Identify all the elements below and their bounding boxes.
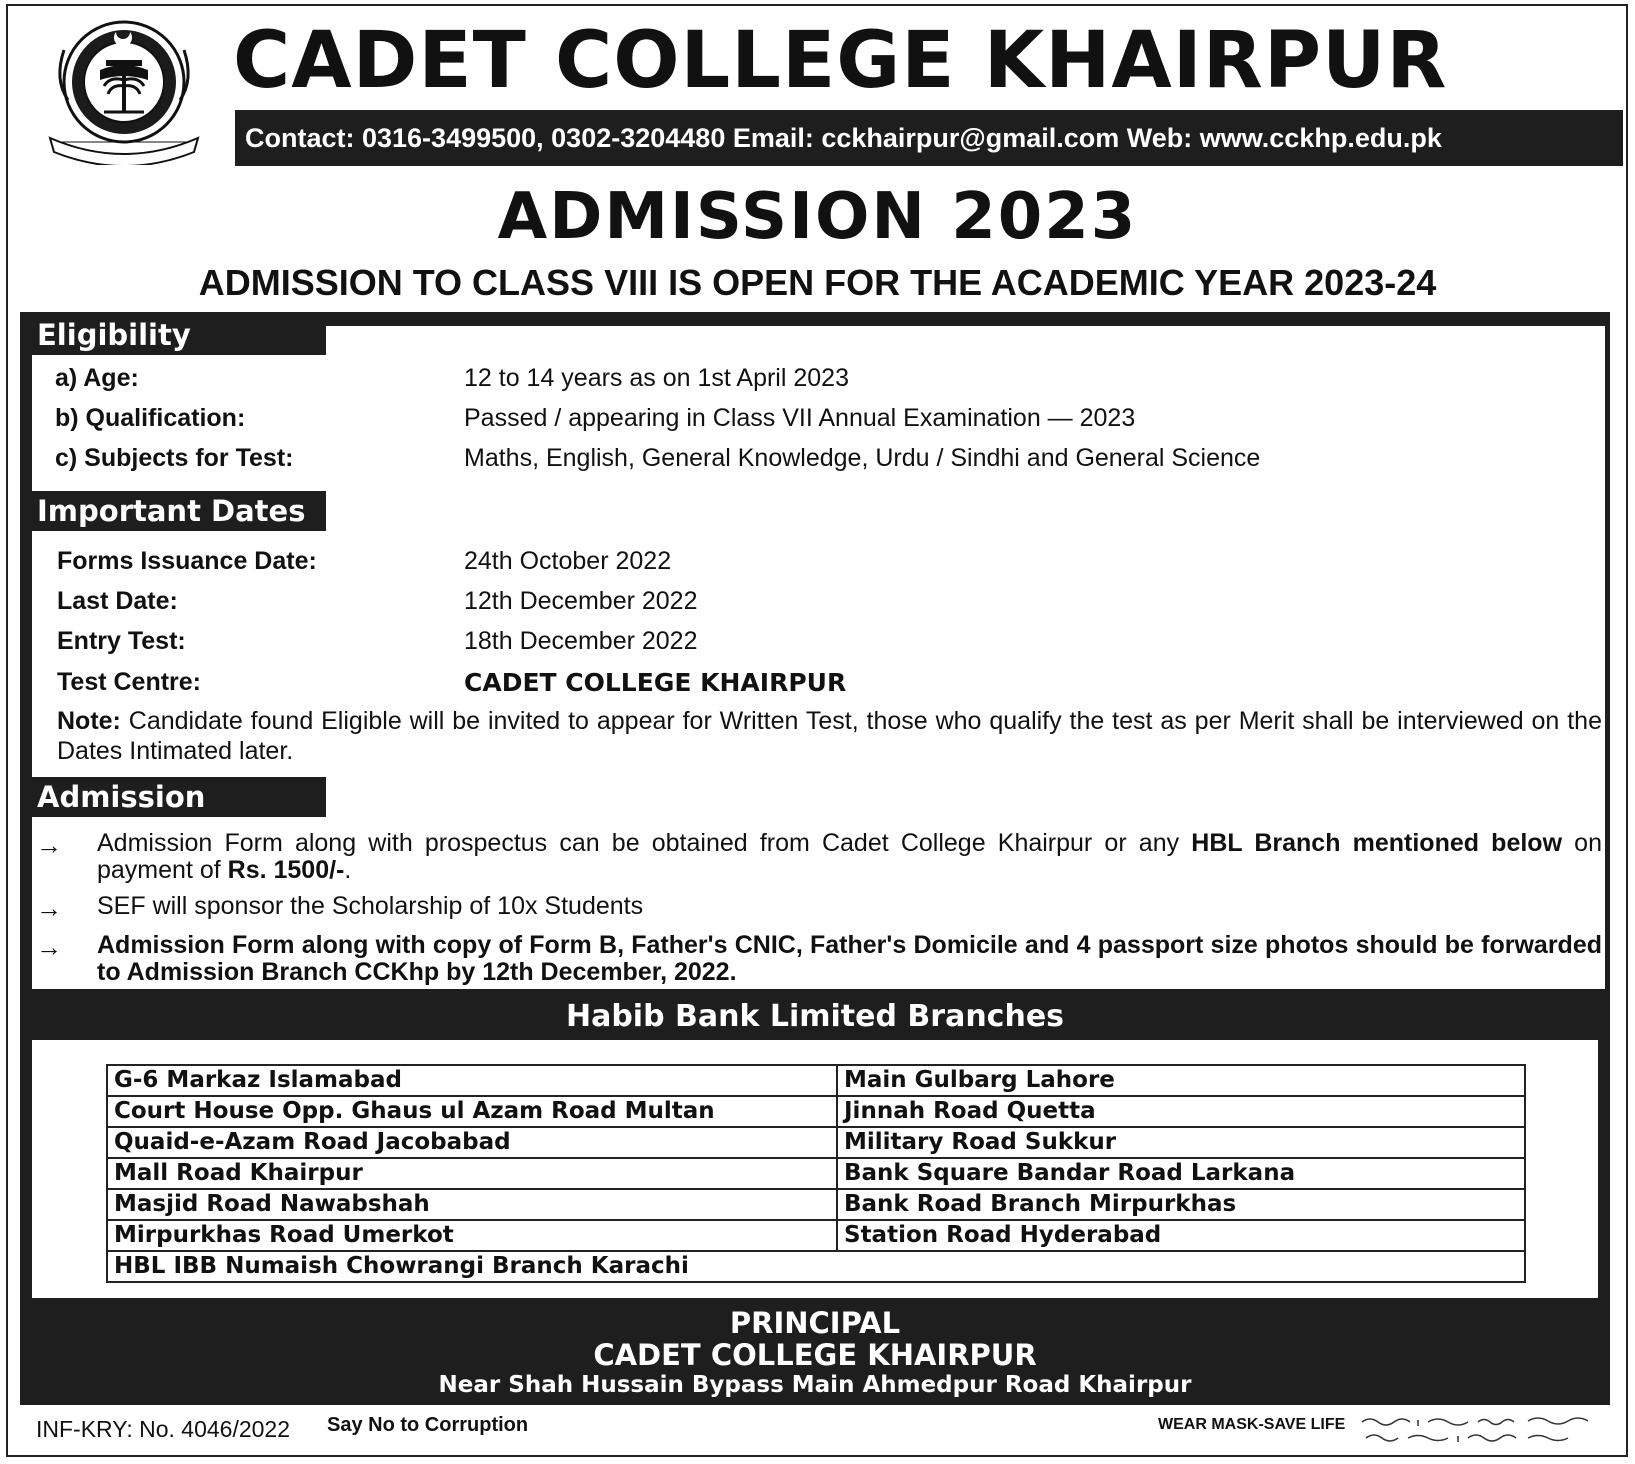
arrow-icon: → [36,830,62,860]
branch-cell: Military Road Sukkur [837,1127,1525,1158]
branch-cell: Court House Opp. Ghaus ul Azam Road Multan [107,1096,837,1127]
bullet-text: Admission Form along with prospectus can be obtained from Cadet College Khairpur or any [97,829,1192,857]
eligibility-value: Maths, English, General Knowledge, Urdu / Sindhi and General Science [464,444,1261,472]
eligibility-label: b) Qualification: [55,404,246,432]
admission-bullet-2: SEF will sponsor the Scholarship of 10x Students [97,892,644,920]
note-text [57,706,1602,766]
bullet-bold-text: HBL Branch mentioned below [1191,829,1563,857]
college-crest-logo [44,20,204,165]
branch-cell: G-6 Markaz Islamabad [107,1065,837,1096]
principal-title: PRINCIPAL [729,1306,901,1340]
wear-mask-slogan: WEAR MASK-SAVE LIFE [1158,1416,1346,1433]
date-value: 24th October 2022 [464,547,672,575]
branch-cell: Bank Road Branch Mirpurkhas [837,1189,1525,1220]
branch-cell: Masjid Road Nawabshah [107,1189,837,1220]
test-centre-value: CADET COLLEGE KHAIRPUR [464,668,847,697]
admission-heading: Admission [22,777,326,817]
branches-border-right [1598,1040,1610,1298]
eligibility-heading: Eligibility [22,315,326,355]
note-body: Candidate found Eligible will be invited to appear for Written Test, those who qualify the test as per Merit shall be interviewed on the Dates Intimated later. [57,707,1602,765]
branch-cell: Quaid-e-Azam Road Jacobabad [107,1127,837,1158]
admission-subtitle: ADMISSION TO CLASS VIII IS OPEN FOR THE ACADEMIC YEAR 2023-24 [198,262,1437,303]
eligibility-label: a) Age: [55,364,139,392]
table-row [107,1127,1525,1158]
eligibility-label: c) Subjects for Test: [55,444,294,472]
admission-bullet-1 [97,830,1602,884]
branch-cell: Station Road Hyderabad [837,1220,1525,1251]
admission-bullet-3: Admission Form along with copy of Form B, Father's CNIC, Father's Domicile and 4 passport size photos should be forwarded to Admission Branch CCKhp by 12th December, 2022. [97,931,1602,986]
eligibility-value: 12 to 14 years as on 1st April 2023 [464,364,849,392]
branch-cell: Mall Road Khairpur [107,1158,837,1189]
branch-cell: Mirpurkhas Road Umerkot [107,1220,837,1251]
arrow-icon: → [36,893,62,923]
branch-cell: Jinnah Road Quetta [837,1096,1525,1127]
college-title: CADET COLLEGE KHAIRPUR [233,16,1448,106]
branch-cell: Main Gulbarg Lahore [837,1065,1525,1096]
date-value: 18th December 2022 [464,627,698,655]
date-label: Last Date: [57,587,178,615]
admission-title: ADMISSION 2023 [497,180,1138,254]
branch-cell: Bank Square Bandar Road Larkana [837,1158,1525,1189]
table-row [107,1189,1525,1220]
table-row [107,1251,1525,1282]
date-label: Test Centre: [57,668,202,696]
branches-border-left [20,1040,32,1298]
eligibility-value: Passed / appearing in Class VII Annual Examination — 2023 [464,404,1136,432]
bullet-text: . [344,856,352,884]
principal-college: CADET COLLEGE KHAIRPUR [593,1338,1037,1372]
principal-address: Near Shah Hussain Bypass Main Ahmedpur Road Khairpur [438,1372,1192,1398]
branch-cell: HBL IBB Numaish Chowrangi Branch Karachi [107,1251,1525,1282]
urdu-slogan-image [1358,1410,1598,1448]
table-row [107,1065,1525,1096]
bullet-text: on payment of [97,829,1602,884]
table-row [107,1158,1525,1189]
date-label: Entry Test: [57,627,186,655]
arrow-icon: → [36,932,62,962]
say-no-corruption: Say No to Corruption [327,1414,529,1436]
date-label: Forms Issuance Date: [57,547,317,575]
branches-heading: Habib Bank Limited Branches [20,994,1610,1040]
note-label: Note: [57,707,121,735]
fee-amount: Rs. 1500/- [227,856,345,884]
principal-box [20,1298,1610,1405]
dates-heading: Important Dates [22,491,326,531]
table-row [107,1096,1525,1127]
date-value: 12th December 2022 [464,587,698,615]
table-row [107,1220,1525,1251]
inf-number: INF-KRY: No. 4046/2022 [36,1416,290,1442]
branches-table [106,1064,1526,1283]
contact-bar: Contact: 0316-3499500, 0302-3204480 Email: cckhairpur@gmail.com Web: www.cckhp.edu.pk [235,110,1623,166]
